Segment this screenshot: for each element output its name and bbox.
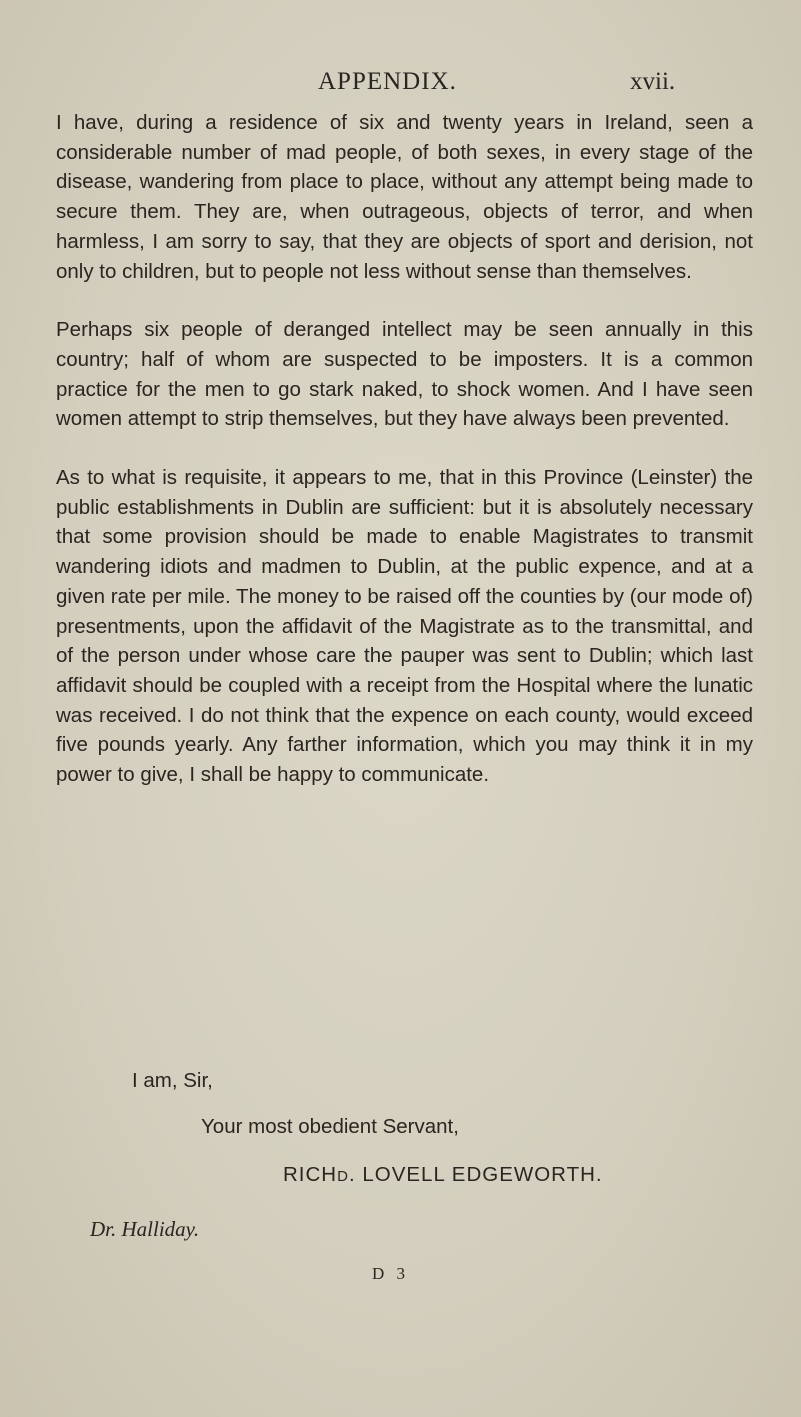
signature-superscript: D [337, 1168, 349, 1185]
page-header [0, 68, 801, 108]
signature-first: RICH [283, 1163, 338, 1186]
paragraph-2: Perhaps six people of deranged intellect may be seen annually in this country; half of whom are suspected to be imposters. It is a common practice for the men to go stark naked, to shock women. And I have seen women attempt to strip themselves, but they have always been prevented. [56, 318, 753, 431]
salutation: I am, Sir, [132, 1069, 213, 1092]
signature [283, 1163, 603, 1187]
page-number: xvii. [630, 68, 676, 95]
paragraph-3: As to what is requisite, it appears to me, that in this Province (Leinster) the public establishments in Dublin are sufficient: but it is absolutely necessary that some provision should be made to enable Magistrates to transmit wandering idiots and madmen to Dublin, at the public expence, and at a given rate per mile. The money to be raised off the counties by (our mode of) presentments, upon the affidavit of the Magistrate as to the transmittal, and of the person under whose care the pauper was sent to Dublin; which last affidavit should be coupled with a receipt from the Hospital where the lunatic was received. I do not think that the expence on each county, would exceed five pounds yearly. Any farther information, which you may think it in my power to give, I shall be happy to communicate. [56, 466, 753, 787]
signature-rest: . LOVELL EDGEWORTH. [348, 1163, 603, 1186]
signature-mark: D 3 [372, 1264, 410, 1283]
body-text [56, 108, 753, 790]
running-head: APPENDIX. [318, 68, 457, 95]
addressee: Dr. Halliday. [90, 1217, 200, 1241]
paragraph-1: I have, during a residence of six and twenty years in Ireland, seen a considerable number of mad people, of both sexes, in every stage of the disease, wandering from place to place, without any attempt being made to secure them. They are, when outrageous, objects of terror, and when harmless, I am sorry to say, that they are objects of sport and derision, not only to children, but to people not less without sense than themselves. [56, 111, 753, 283]
valediction: Your most obedient Servant, [201, 1115, 459, 1138]
